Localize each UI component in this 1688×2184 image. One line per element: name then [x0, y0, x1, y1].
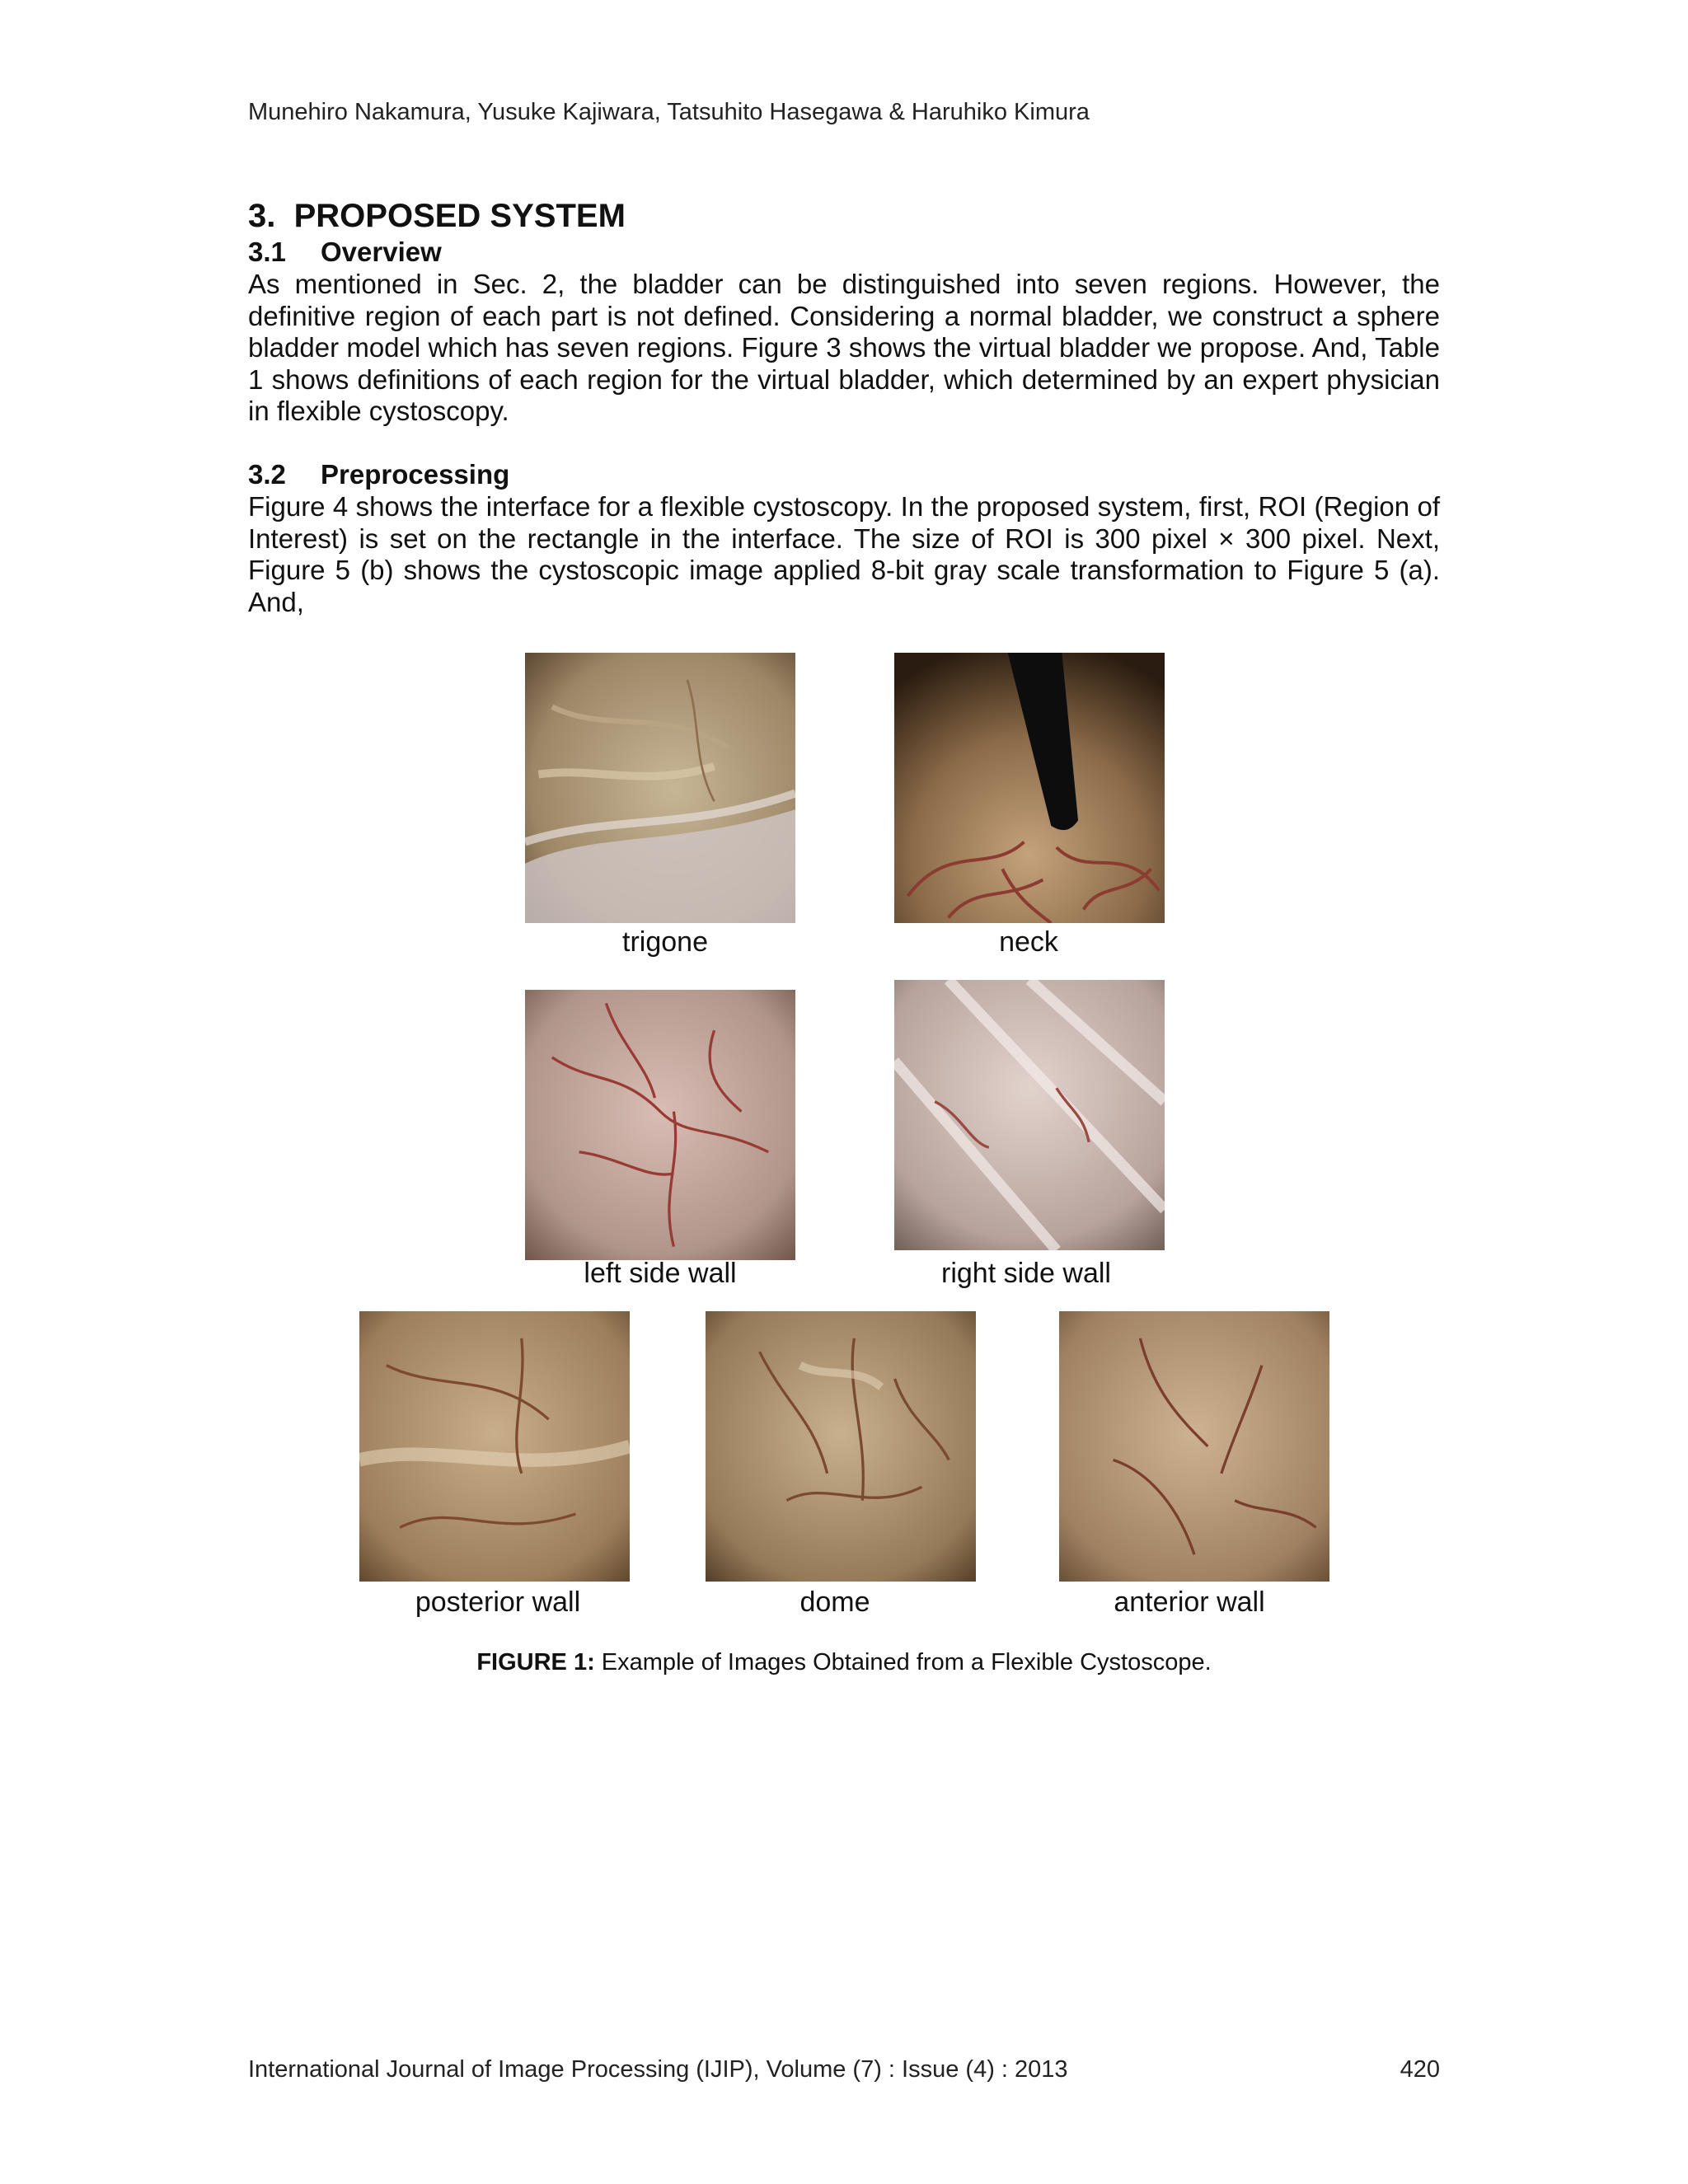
- image-label-dome: dome: [799, 1586, 870, 1618]
- page-number: 420: [1400, 2056, 1440, 2083]
- cystoscope-image-anterior-wall: [1059, 1311, 1329, 1582]
- overview-paragraph: As mentioned in Sec. 2, the bladder can be distinguished into seven regions. However, the definitive region of each part is not defined. Considering a normal bladder, we construct a sphere bladder model which has seven regions. Figure 3 shows the virtual bladder we propose. And, Table 1 shows definitions of each region for the virtual bladder, which determined by an expert physician in flexible cystoscopy.: [248, 269, 1440, 426]
- image-label-trigone: trigone: [622, 926, 708, 958]
- subsection-number: 3.1: [248, 237, 286, 267]
- section-title: [248, 198, 626, 235]
- cystoscope-image-dome: [706, 1311, 976, 1582]
- cystoscope-image-right-side-wall: [894, 980, 1165, 1250]
- subsection-overview-heading: [248, 237, 442, 268]
- cystoscope-image-left-side-wall: [525, 990, 795, 1260]
- figure-caption: [0, 1649, 1688, 1676]
- page-footer: [248, 2056, 1440, 2083]
- image-label-anterior-wall: anterior wall: [1114, 1586, 1265, 1618]
- subsection-number: 3.2: [248, 459, 286, 490]
- subsection-title: Overview: [321, 237, 442, 267]
- subsection-preprocessing-heading: [248, 459, 509, 490]
- subsection-title: Preprocessing: [321, 459, 510, 490]
- image-label-posterior-wall: posterior wall: [415, 1586, 581, 1618]
- journal-citation: International Journal of Image Processing (IJIP), Volume (7) : Issue (4) : 2013: [248, 2056, 1068, 2083]
- preprocessing-paragraph: Figure 4 shows the interface for a flexible cystoscopy. In the proposed system, first, ROI (Region of Interest) is set on the rectangle in the interface. The size of ROI is 300 pixel × 300 pixel. Next, Figure 5 (b) shows the cystoscopic image applied 8-bit gray scale transformation to Figure 5 (a). And,: [248, 491, 1440, 617]
- section-number: 3.: [248, 198, 276, 234]
- figure-caption-text: Example of Images Obtained from a Flexible Cystoscope.: [594, 1649, 1212, 1675]
- cystoscope-image-posterior-wall: [359, 1311, 630, 1582]
- section-title-text: PROPOSED SYSTEM: [293, 198, 626, 234]
- running-header: Munehiro Nakamura, Yusuke Kajiwara, Tatsuhito Hasegawa & Haruhiko Kimura: [248, 99, 1090, 125]
- cystoscope-image-neck: [894, 653, 1165, 923]
- image-label-left-side-wall: left side wall: [584, 1258, 737, 1289]
- cystoscope-image-trigone: [525, 653, 795, 923]
- figure-caption-prefix: FIGURE 1:: [476, 1649, 595, 1675]
- image-label-neck: neck: [999, 926, 1058, 958]
- image-label-right-side-wall: right side wall: [941, 1258, 1111, 1289]
